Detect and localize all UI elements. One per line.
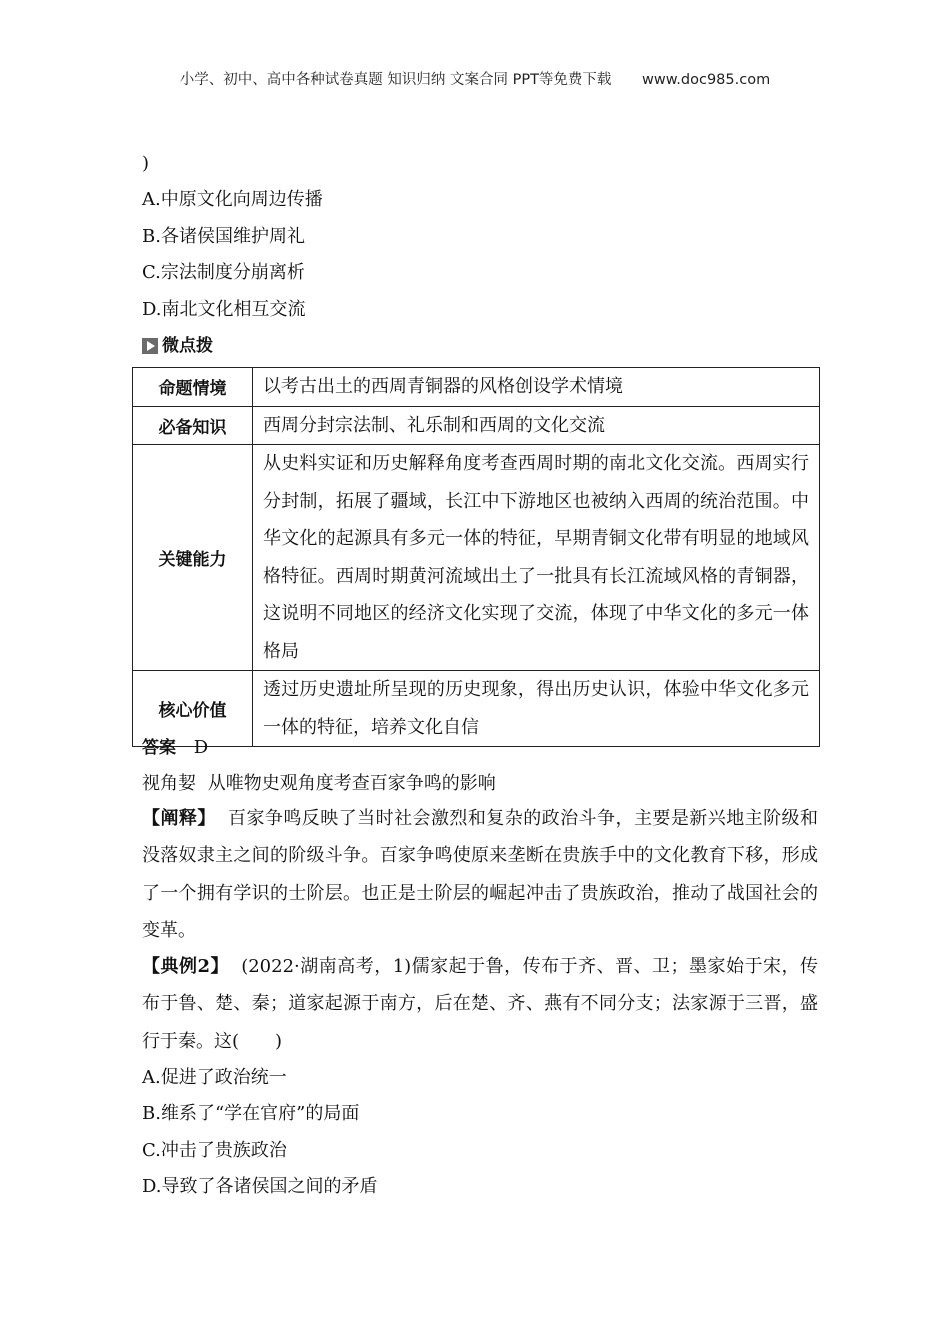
explanation-label: 【阐释】 — [142, 808, 216, 829]
table-row — [133, 406, 820, 445]
option-a: A.中原文化向周边传播 — [142, 189, 323, 210]
table-row — [133, 671, 820, 747]
row-key: 关键能力 — [133, 445, 253, 671]
perspective-label: 视角㛃 — [142, 773, 196, 794]
example-2-paragraph — [142, 948, 818, 1060]
context-table — [132, 367, 820, 747]
explanation-text: 百家争鸣反映了当时社会激烈和复杂的政治斗争，主要是新兴地主阶级和没落奴隶主之间的阶级斗争。百家争鸣使原来垄断在贵族手中的文化教育下移，形成了一个拥有学识的士阶层。也正是士阶层的崛起冲击了贵族政治，推动了战国社会的变革。 — [142, 808, 819, 941]
play-triangle-icon — [142, 338, 158, 354]
perspective-line — [142, 772, 496, 796]
row-value: 西周分封宗法制、礼乐制和西周的文化交流 — [253, 406, 820, 445]
answer-line — [142, 736, 208, 760]
header-slogan: 小学、初中、高中各种试卷真题 知识归纳 文案合同 PPT等免费下载 — [179, 72, 612, 88]
option-a: A.促进了政治统一 — [142, 1067, 287, 1088]
example-2-label: 【典例2】 — [142, 956, 229, 977]
example-2-text: (2022·湖南高考，1)儒家起于鲁，传布于齐、晋、卫；墨家始于宋，传布于鲁、楚、秦；道家起源于南方，后在楚、齐、燕有不同分支；法家源于三晋，盛行于秦。这( ) — [142, 956, 818, 1052]
table-row — [133, 368, 820, 407]
option-b: B.维系了“学在官府”的局面 — [142, 1103, 360, 1124]
row-value: 从史料实证和历史解释角度考查西周时期的南北文化交流。西周实行分封制，拓展了疆域，长江中下游地区也被纳入西周的统治范围。中华文化的起源具有多元一体的特征，早期青铜文化带有明显的地域风格特征。西周时期黄河流域出土了一批具有长江流域风格的青铜器，这说明不同地区的经济文化实现了交流，体现了中华文化的多元一体格局 — [253, 445, 820, 671]
page-header — [0, 68, 950, 89]
tip-heading — [142, 334, 213, 358]
option-d: D.南北文化相互交流 — [142, 299, 306, 320]
perspective-text: 从唯物史观角度考查百家争鸣的影响 — [207, 773, 496, 794]
option-c: C.宗法制度分崩离析 — [142, 262, 305, 283]
option-b: B.各诸侯国维护周礼 — [142, 226, 305, 247]
row-value: 以考古出土的西周青铜器的风格创设学术情境 — [253, 368, 820, 407]
option-c: C.冲击了贵族政治 — [142, 1140, 287, 1161]
explanation-paragraph — [142, 800, 818, 949]
row-value: 透过历史遗址所呈现的历史现象，得出历史认识，体验中华文化多元一体的特征，培养文化自信 — [253, 671, 820, 747]
answer-value: D — [193, 737, 209, 758]
table-row — [133, 445, 820, 671]
tip-label: 微点拨 — [162, 336, 213, 356]
row-key: 核心价值 — [133, 671, 253, 747]
row-key: 必备知识 — [133, 406, 253, 445]
answer-label: 答案 — [142, 738, 176, 758]
question-1-tail: ) — [142, 153, 150, 174]
row-key: 命题情境 — [133, 368, 253, 407]
option-d: D.导致了各诸侯国之间的矛盾 — [142, 1176, 378, 1197]
header-site-link[interactable]: www.doc985.com — [642, 72, 771, 88]
